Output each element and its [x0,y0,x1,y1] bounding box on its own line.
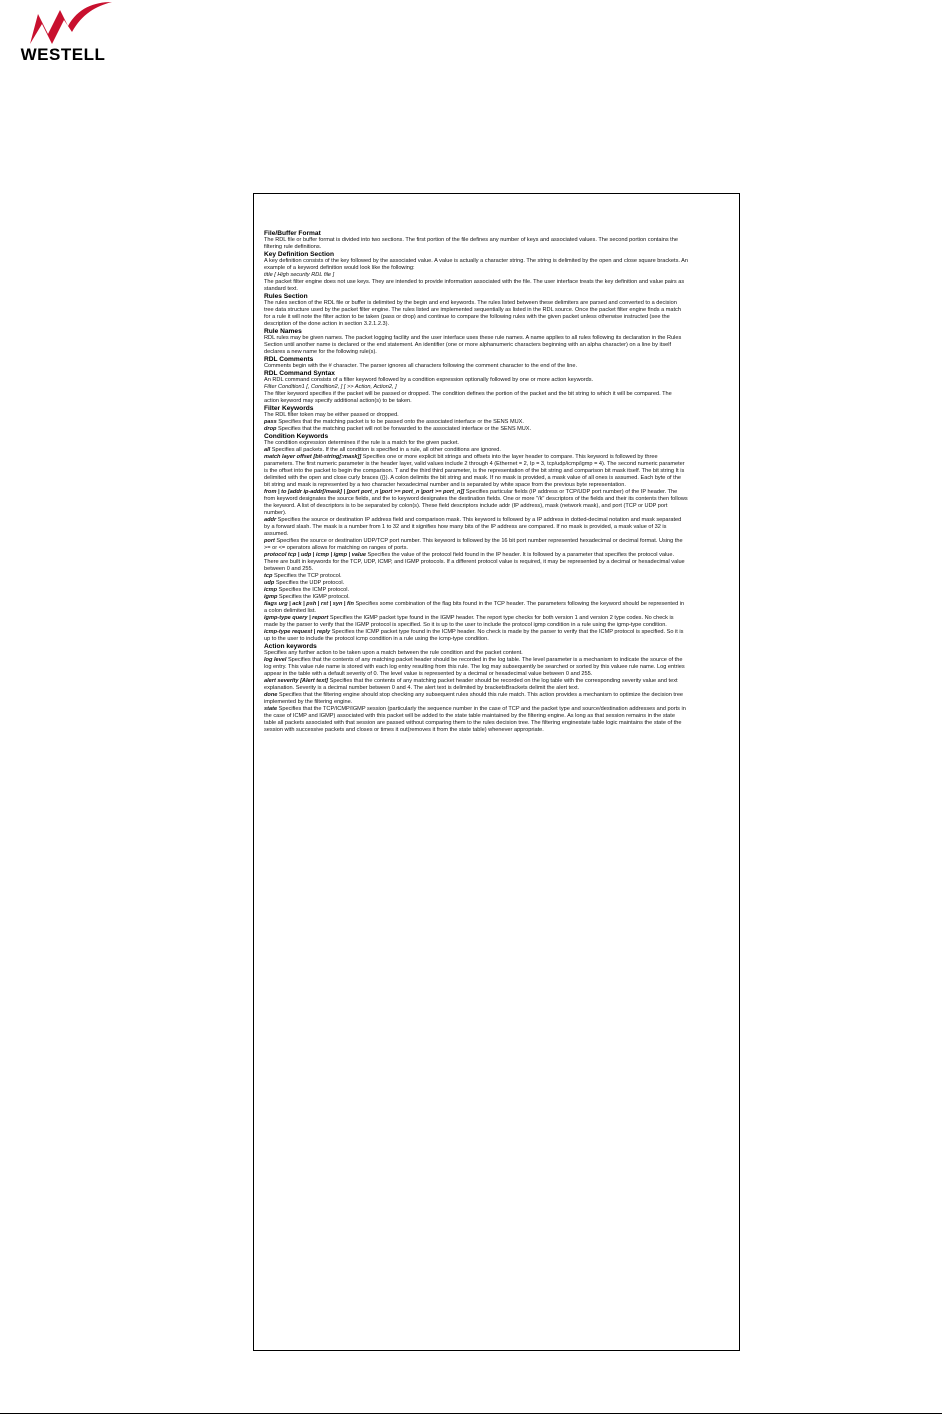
keyword-definition [264,552,688,573]
keyword-definition [264,594,688,601]
keyword-description: Specifies the IGMP protocol. [277,594,350,600]
syntax-example: title [ High security RDL file ] [264,272,335,278]
keyword-definition [264,629,688,643]
keyword-term: icmp [264,587,278,593]
keyword-description: Specifies the source or destination IP address field and comparison mask. This keyword is followed by a IP address in dotted-decimal notation and mask separated by a forward slash. The mask is a number from 1 to 32 and it signifies how many bits of the IP address are compared. If no mask is provided, a mask value of 32 is assumed. [264,517,682,537]
keyword-description: Specifies the value of the protocol field found in the IP header. It is followed by a parameter that specifies the protocol value. There are built in keywords for the TCP, UDP, ICMP, and IGMP protocols. If a different protocol value is required, it may be represented by a decimal or hexadecimal value between 0 and 255. [264,552,685,572]
body-paragraph: The packet filter engine does not use keys. They are intended to provide information associated with the file. The user interface treats the key definition and value pairs as standard text. [264,279,685,292]
keyword-description: Specifies the ICMP protocol. [277,587,350,593]
section-heading: Rules Section [264,293,308,300]
syntax-example: Filter Condition1 [, Condition2, ] [ >> Action, Action2, ] [264,384,397,390]
keyword-term: alert severity [Alert text] [264,678,329,684]
keyword-term: udp [264,580,275,586]
section-heading: Key Definition Section [264,251,334,258]
body-paragraph: The filter keyword specifies if the packet will be passed or dropped. The condition defines the portion of the packet and the bit string to which it will be compared. The action keyword may specify additional action(s) to be taken. [264,391,672,404]
body-paragraph: A key definition consists of the key followed by the associated value. A value is actually a character string. The string is delimited by the open and close square brackets. An example of a keyword definition would look like the following: [264,258,689,271]
keyword-definition [264,692,688,706]
westell-wordmark: WESTELL [20,45,106,64]
footer-divider [0,1413,942,1414]
body-paragraph: The condition expression determines if the rule is a match for the given packet. [264,440,459,446]
body-paragraph: The RDL file or buffer format is divided into two sections. The first portion of the file defines any number of keys and associated values. The second portion contains the filtering rule definitions. [264,237,678,250]
document-screenshot-frame [253,193,740,1351]
keyword-term: done [264,692,278,698]
keyword-term: match layer offset [bit-string[:mask]] [264,454,362,460]
body-paragraph: Specifies any further action to be taken upon a match between the rule condition and the packet content. [264,650,523,656]
keyword-description: Specifies the source or destination UDP/TCP port number. This keyword is followed by the 16 bit port number represented hexadecimal or decimal format. Using the >= or <= operators allows for matching on ranges of ports. [264,538,683,551]
keyword-term: port [264,538,275,544]
body-paragraph: Comments begin with the # character. The parser ignores all characters following the comment character to the end of the line. [264,363,577,369]
body-paragraph: The RDL filter token may be either passed or dropped. [264,412,399,418]
keyword-term: all [264,447,271,453]
keyword-description: Specifies particular fields (IP address or TCP/UDP port number) of the IP header. The from keyword designates the source fields, and the to keyword designates the destination fields. One or more "/k" descriptors of the fields and their its contents then follows the keyword. A list of descriptors is to be separated by colon(s). These field descriptors include addr (IP address), mask (network mask), and port (TCP or UDP port number). [264,489,688,516]
keyword-term: flags urg | ack | psh | rst | syn | fin [264,601,354,607]
keyword-definition [264,615,688,629]
keyword-term: state [264,706,278,712]
keyword-description: Specifies that the contents of any matching packet header should be recorded on the log table with the corresponding severity value and text explanation. Severity is a decimal number between 0 and 4. The alert text is delimited by bracketsBrackets delimit the alert text. [264,678,678,691]
keyword-term: tcp [264,573,273,579]
keyword-description: Specifies one or more explicit bit strings and offsets into the layer header to compare. This keyword is followed by three parameters. The first numeric parameter is the header layer, valid values include 2 through 4 (Ethernet = 2, Ip = 3, tcp/udp/icmp/igmp = 4). The second numeric parameter is the offset into the packet to begin the comparison. T and the third third parameter, is the representation of the bit string and comparison bit mask itself. The bit string It is delimited with the open and close curly braces ({}). A colon delimits the bit string and mask. If no mask is provided, a mask value of all ones is assumed. Each byte of the bit string and mask is represented by a two character hexadecimal number and is separated by white space from the previous byte representation. [264,454,685,488]
section-heading: RDL Command Syntax [264,370,335,377]
keyword-term: from | to [addr ip-addr[/mask] | [port port_n |port >= port_n |port >= port_n]] [264,489,465,495]
keyword-definition [264,580,688,587]
keyword-term: igmp-type query | report [264,615,329,621]
body-paragraph: The rules section of the RDL file or buffer is delimited by the begin and end keywords. The rules listed between these delimiters are parsed and converted to a decision tree data structure used by the packet filter engine. The rules listed are implemented sequentially as listed in the RDL source. Once the packet filter engine finds a match for a rule it will note the filter action to be taken (pass or drop) and continue to compare the following rules with the given packet unless otherwise instructed (see the description of the done action in section 3.2.1.2.3). [264,300,681,327]
keyword-description: Specifies some combination of the flag bits found in the TCP header. The parameters following the keyword should be represented in a colon delimited list. [264,601,685,614]
keyword-description: Specifies the TCP protocol. [272,573,342,579]
keyword-definition [264,538,688,552]
keyword-description: Specifies the UDP protocol. [274,580,345,586]
keyword-description: Specifies that the TCP/ICMP/IGMP session (particularly the sequence number in the case of TCP and the packet type and source/destination addresses and ports in the case of ICMP and IGMP) associated with this packet will be added to the state table maintained by the filtering engine. As long as that session remains in the state table all packets associated with that session are passed without comparing them to the rules decision tree. The filtering enginestate table logic maintains the state of the session with successive packets and closes or times it out(removes it from the state table) whenever appropriate. [264,706,686,733]
keyword-definition [264,489,688,517]
keyword-description: Specifies that the matching packet will not be forwarded to the associated interface or the SENS MUX. [276,426,532,432]
keyword-term: log level [264,657,287,663]
keyword-term: drop [264,426,277,432]
keyword-description: Specifies that the matching packet is to be passed onto the associated interface or the SENS MUX. [276,419,524,425]
keyword-term: pass [264,419,277,425]
keyword-definition [264,426,688,433]
keyword-description: Specifies that the filtering engine should stop checking any subsequent rules should this rule match. This action provides a mechanism to optimize the decision tree implemented by the filtering engine. [264,692,684,705]
keyword-description: Specifies all packets. If the all condition is specified in a rule, all other conditions are ignored. [270,447,501,453]
body-paragraph: RDL rules may be given names. The packet logging facility and the user interface uses these rule names. A name applies to all rules following its declaration in the Rules Section until another name is declared or the end statement. An identifier (one or more alphanumeric characters beginning with an alpha character) on a line by itself declares a new name for the following rule(s). [264,335,682,355]
section-heading: Action keywords [264,643,317,650]
section-heading: Filter Keywords [264,405,314,412]
keyword-term: protocol tcp | udp | icmp | igmp | value [264,552,366,558]
keyword-definition [264,678,688,692]
rdl-specification-text [264,230,688,734]
keyword-definition [264,573,688,580]
section-heading: Condition Keywords [264,433,329,440]
keyword-definition [264,454,688,489]
keyword-definition [264,447,688,454]
westell-logo-mark-icon [8,0,118,48]
section-heading: File/Buffer Format [264,230,321,237]
keyword-definition [264,706,688,734]
section-heading: Rule Names [264,328,302,335]
body-paragraph: An RDL command consists of a filter keyword followed by a condition expression optionally followed by one or more action keywords. [264,377,594,383]
keyword-description: Specifies the IGMP packet type found in the IGMP header. The report type checks for both version 1 and version 2 type codes. No check is made by the parser to verify that the IGMP protocol is specified. So it is up to the user to include the protocol igmp condition in a rule using the igmp-type condition. [264,615,674,628]
keyword-term: icmp-type request | reply [264,629,331,635]
keyword-definition [264,657,688,678]
keyword-definition [264,419,688,426]
keyword-description: Specifies that the contents of any matching packet header should be recorded in the log table. The level parameter is a mechanism to indicate the source of the log entry. This value rule name is stored with each log entry resulting from this rule. The log may subsequently be searched or sorted by this valuee rule name. Log entries appear in the table with a default severity of 0. The level value is represented by a decimal or hexadecimal value between 0 and 255. [264,657,685,677]
westell-logo [8,0,118,68]
keyword-definition [264,517,688,538]
keyword-definition [264,601,688,615]
keyword-term: igmp [264,594,278,600]
keyword-term: addr [264,517,277,523]
keyword-description: Specifies the ICMP packet type found in the ICMP header. No check is made by the parser to verify that the ICMP protocol is specified. So it is up to the user to include the protocol icmp condition in a rule using the icmp-type condition. [264,629,684,642]
keyword-definition [264,587,688,594]
section-heading: RDL Comments [264,356,314,363]
